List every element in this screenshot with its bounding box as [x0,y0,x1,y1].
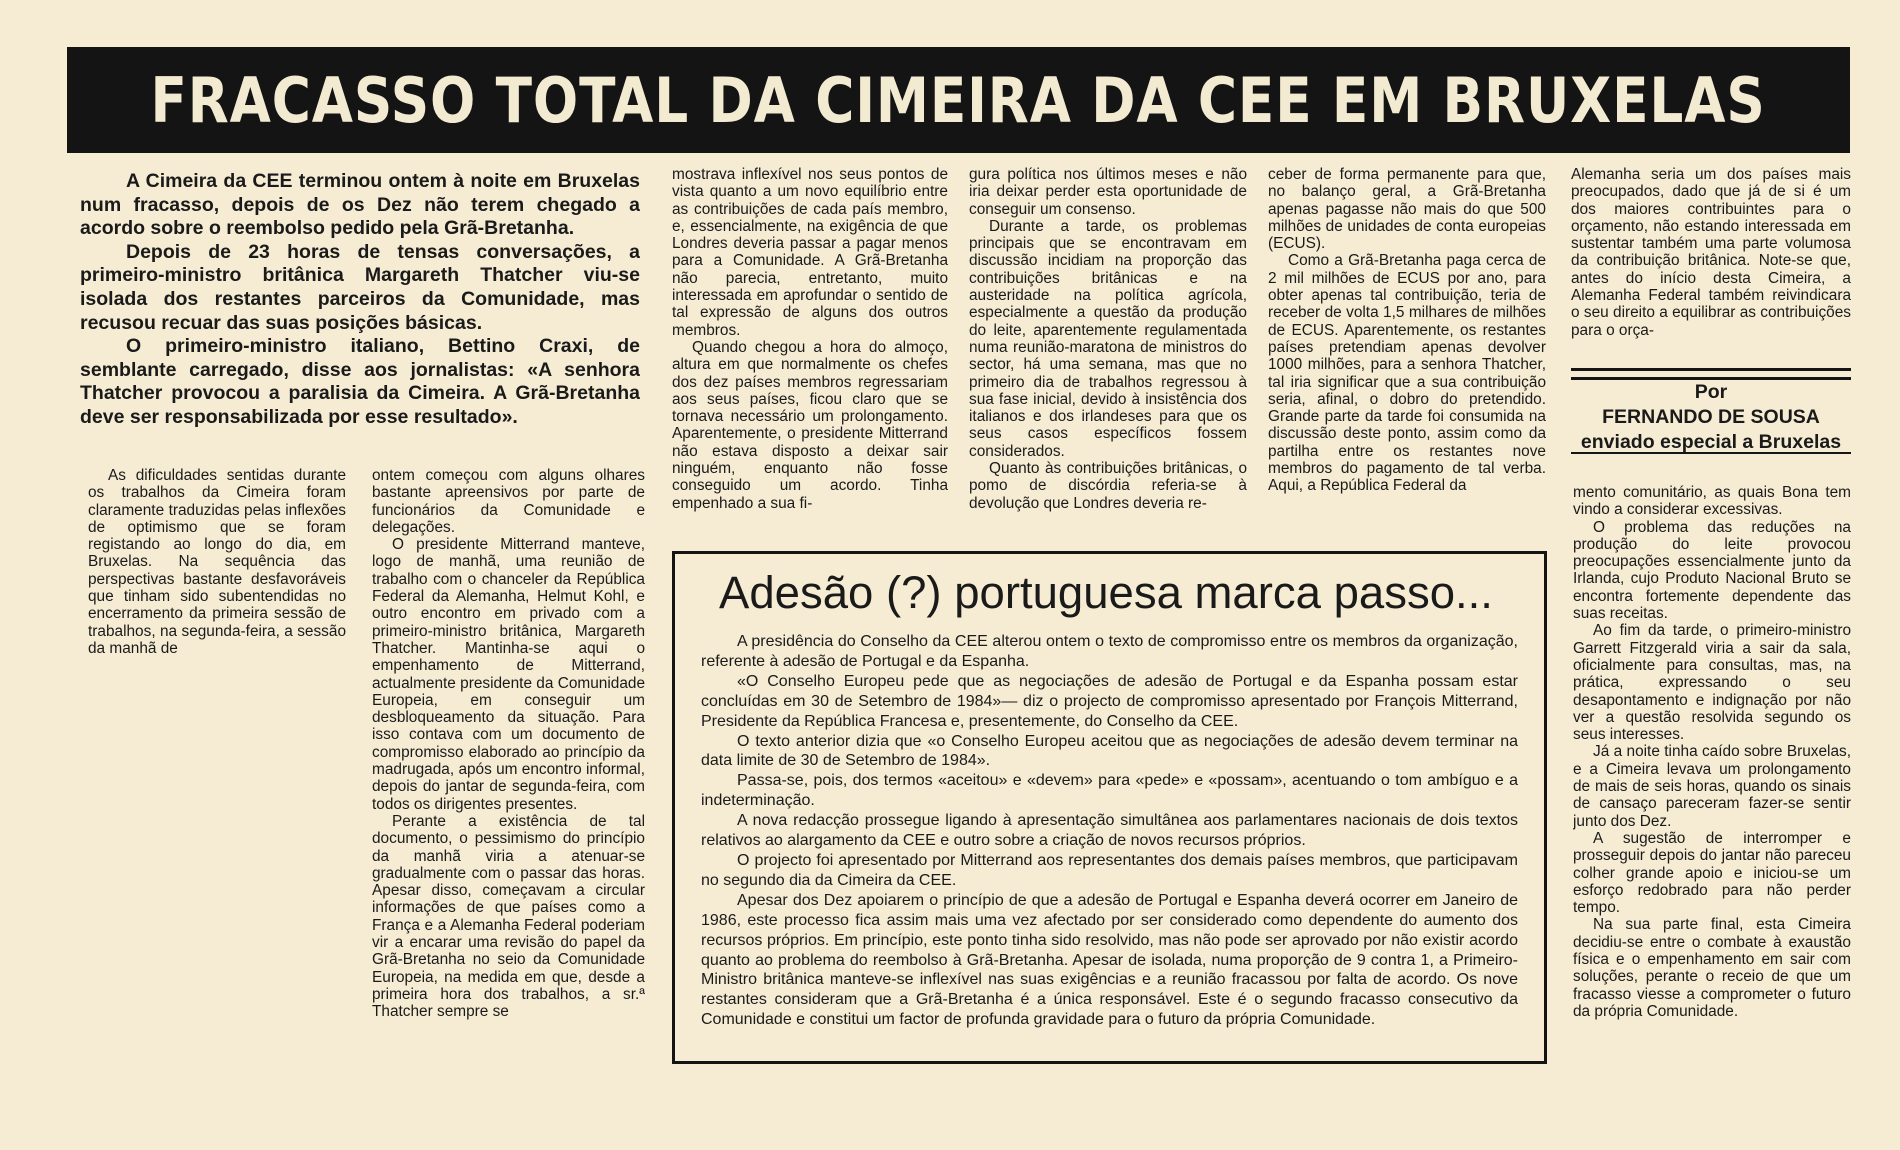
article-column-1 [88,467,346,657]
lead-paragraph: Depois de 23 horas de tensas conversações, a primeiro-ministro britânica Margareth Thatcher viu-se isolada dos restantes parceiros da Comunidade, mas recusou recuar das suas posições básicas. [80,240,640,334]
column-paragraph: Durante a tarde, os problemas principais que se encontravam em discussão incidiam na proporção das contribuições britânicas e na austeridade na política agrícola, especialmente a questão da produção do leite, aparentemente regulamentada numa reunião-maratona de ministros do sector, há uma semana, mas que no primeiro dia de trabalhos regressou à sua fase inicial, devido à insistência dos italianos e dos irlandeses para que os seus casos específicos fossem considerados. [969,217,1247,460]
column-paragraph: O presidente Mitterrand manteve, logo de manhã, uma reunião de trabalho com o chanceler da República Federal da Alemanha, Helmut Kohl, e outro encontro em privado com a primeiro-ministro britânica, Margareth Thatcher. Mantinha-se aqui o empenhamento de Mitterrand, actualmente presidente da Comunidade Europeia, em conseguir um desbloqueamento da situação. Para isso contava com um documento de compromisso elaborado ao princípio da madrugada, após um encontro informal, depois do jantar de segunda-feira, com todos os dirigentes presentes. [372,536,645,813]
main-headline: FRACASSO TOTAL DA CIMEIRA DA CEE EM BRUXELAS [150,63,1767,137]
column-paragraph: As dificuldades sentidas durante os trabalhos da Cimeira foram claramente traduzidas pelas inflexões de optimismo que se foram registando ao longo do dia, em Bruxelas. Na sequência das perspectivas bastante desfavoráveis que tinham sido subentendidas no encerramento da primeira sessão de trabalhos, na segunda-feira, a sessão da manhã de [88,467,346,657]
byline-por: Por [1694,381,1728,403]
box-paragraph: O projecto foi apresentado por Mitterrand aos representantes dos demais países membros, que participavam no segundo dia da Cimeira da CEE. [701,851,1518,889]
sidebar-box [672,551,1547,1064]
column-paragraph: Na sua parte final, esta Cimeira decidiu-se entre o combate à exaustão física e o empenhamento em sair com soluções, perante o receio de que um fracasso viesse a comprometer o futuro da própria Comunidade. [1573,916,1851,1020]
byline-top-rule [1571,368,1851,380]
lead-paragraph: O primeiro-ministro italiano, Bettino Craxi, de semblante carregado, disse aos jornalistas: «A senhora Thatcher provocou a paralisia da Cimeira. A Grã-Bretanha deve ser responsabilizada por esse resultado». [80,335,640,428]
byline [1571,380,1851,455]
lead-paragraphs [80,170,640,430]
box-paragraph: Apesar dos Dez apoiarem o princípio de que a adesão de Portugal e Espanha deverá ocorrer em Janeiro de 1986, este processo fica assim mais uma vez afectado por ser considerado como dependente do aumento dos recursos próprios. Em princípio, este ponto tinha sido resolvido, mas não pode ser aprovado por não existir acordo quanto ao problema do reembolso à Grã-Bretanha. Apesar de isolada, numa proporção de 9 contra 1, a Primeiro-Ministro britânica manteve-se inflexível nas suas exigências e a reunião fracassou por falta de acordo. Os nove restantes consideram que a Grã-Bretanha é a única responsável. Este é o segundo fracasso consecutivo da Comunidade e constitui um factor de profunda gravidade para o futuro da própria Comunidade. [701,891,1518,1029]
column-paragraph: Quando chegou a hora do almoço, altura em que normalmente os chefes dos dez países membros regressariam aos seus países, ficou claro que se tornava necessário um prolongamento. Aparentemente, o presidente Mitterrand não estava disposto a deixar sair ninguém, enquanto não fosse conseguido um acordo. Tinha empenhado a sua fi- [672,338,948,512]
box-paragraph: A presidência do Conselho da CEE alterou ontem o texto de compromisso entre os membros da organização, referente à adesão de Portugal e da Espanha. [701,633,1518,670]
article-column-3 [672,166,948,512]
box-body [701,632,1518,1030]
column-paragraph: mento comunitário, as quais Bona tem vindo a considerar excessivas. [1573,484,1851,519]
box-paragraph: «O Conselho Europeu pede que as negociações de adesão de Portugal e da Espanha possam estar concluídas em 30 de Setembro de 1984»— diz o projecto de compromisso apresentado por François Mitterrand, Presidente da República Francesa e, presentemente, do Conselho da CEE. [701,672,1518,730]
headline-bar [67,47,1850,153]
column-paragraph: ceber de forma permanente para que, no balanço geral, a Grã-Bretanha apenas pagasse não mais do que 500 milhões de unidades de conta europeias (ECUS). [1268,166,1546,253]
column-paragraph: ontem começou com alguns olhares bastante apreensivos por parte de funcionários da Comunidade e delegações. [372,467,645,536]
column-paragraph: Ao fim da tarde, o primeiro-ministro Garrett Fitzgerald viria a sair da sala, oficialmente para consultas, mas, na prática, expressando o seu desapontamento e indignação por não ver a questão resolvida segundo os seus interesses. [1573,622,1851,744]
article-column-4 [969,166,1247,512]
column-paragraph: Alemanha seria um dos países mais preocupados, dado que já de si é um dos maiores contribuintes para o orçamento, não estando interessada em sustentar também uma parte volumosa da contribuição britânica. Note-se que, antes do início desta Cimeira, a Alemanha Federal também reivindicara o seu direito a equilibrar as contribuições para o orça- [1571,166,1851,339]
byline-bottom-rule [1571,452,1851,454]
column-paragraph: Perante a existência de tal documento, o pessimismo do princípio da manhã viria a atenuar-se gradualmente com o passar das horas. Apesar disso, começavam a circular informações de que países como a França e a Alemanha Federal poderiam vir a encarar uma revisão do papel da Grã-Bretanha no seio da Comunidade Europeia, na medida em que, desde a primeira hora dos trabalhos, a sr.ª Thatcher sempre se [372,812,645,1021]
article-column-5 [1268,166,1546,495]
column-paragraph: Quanto às contribuições britânicas, o pomo de discórdia referia-se à devolução que Londres deveria re- [969,460,1247,512]
column-paragraph: O problema das reduções na produção do leite provocou preocupações essencialmente junto da Irlanda, cujo Produto Nacional Bruto se encontra fortemente dependente das suas receitas. [1573,518,1851,623]
article-column-2 [372,467,645,1021]
lead-paragraph: A Cimeira da CEE terminou ontem à noite em Bruxelas num fracasso, depois de os Dez não terem chegado a acordo sobre o reembolso pedido pela Grã-Bretanha. [80,170,640,240]
column-paragraph: A sugestão de interromper e prosseguir depois do jantar não pareceu colher grande apoio e iniciou-se um esforço redobrado para não perder tempo. [1573,829,1851,917]
box-paragraph: O texto anterior dizia que «o Conselho Europeu aceitou que as negociações de adesão devem terminar na data limite de 30 de Setembro de 1984». [701,732,1518,770]
column-paragraph: Já a noite tinha caído sobre Bruxelas, e a Cimeira levava um prolongamento de mais de seis horas, quando os sinais de cansaço pareceram fazer-se sentir junto dos Dez. [1573,743,1851,830]
box-paragraph: A nova redacção prossegue ligando à apresentação simultânea aos parlamentares nacionais de dois textos relativos ao alargamento da CEE e outro sobre a criação de novos recursos próprios. [701,812,1518,850]
column-paragraph: gura política nos últimos meses e não iria deixar perder esta oportunidade de conseguir um consenso. [969,166,1247,218]
article-column-6 [1571,166,1851,339]
byline-author: FERNANDO DE SOUSA [1602,406,1820,428]
column-paragraph: Como a Grã-Bretanha paga cerca de 2 mil milhões de ECUS por ano, para obter apenas tal contribuição, teria de receber de volta 1,5 milhares de milhões de ECUS. Aparentemente, os restantes países pretendiam apenas devolver 1000 milhões, para a senhora Thatcher, tal iria significar que a sua contribuição seria, afinal, o dobro do pretendido. Grande parte da tarde foi consumida na discussão deste ponto, assim como da partilha entre os restantes nove membros do pagamento de tal verba. Aqui, a República Federal da [1268,252,1546,495]
byline-role: enviado especial a Bruxelas [1580,431,1842,453]
column-paragraph: mostrava inflexível nos seus pontos de vista quanto a um novo equilíbrio entre as contribuições de cada país membro, e, essencialmente, na exigência de que Londres deveria passar a pagar menos para a Comunidade. A Grã-Bretanha não parecia, entretanto, muito interessada em aprofundar o sentido de tal expressão de alguns dos outros membros. [672,166,948,339]
article-column-7 [1573,484,1851,1020]
box-title: Adesão (?) portuguesa marca passo... [719,567,1493,618]
box-paragraph: Passa-se, pois, dos termos «aceitou» e «devem» para «pede» e «possam», acentuando o tom ambíguo e a indeterminação. [701,772,1518,810]
